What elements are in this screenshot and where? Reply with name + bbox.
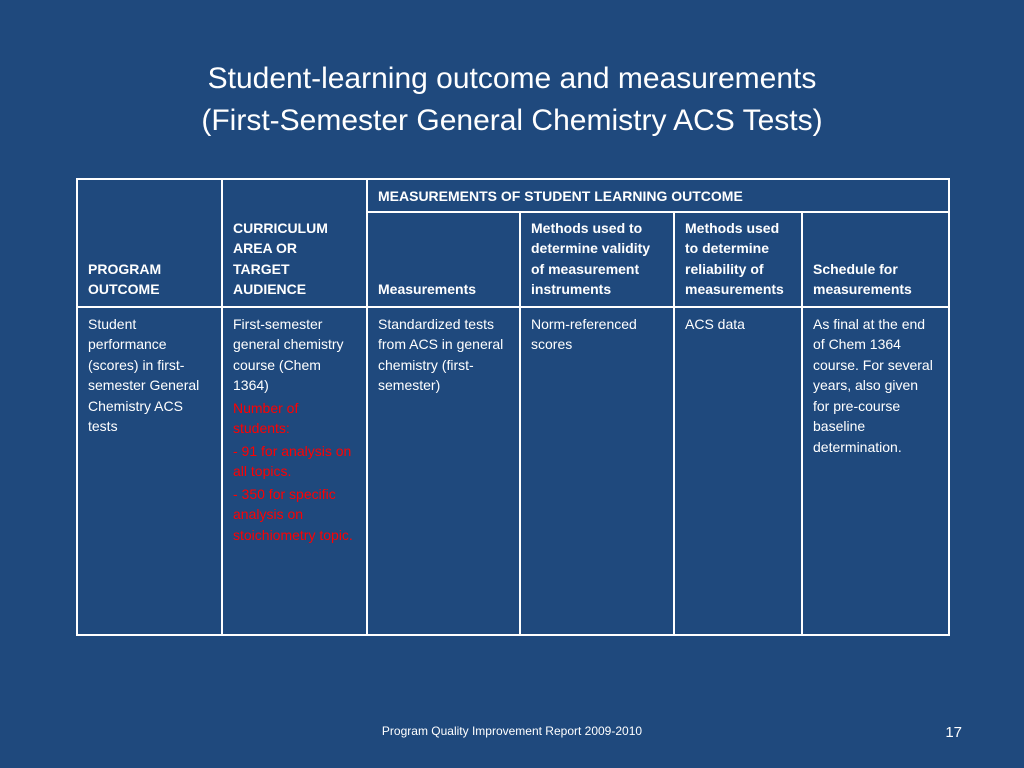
cell-curriculum-area: [222, 307, 367, 636]
header-measurements: Measurements: [367, 212, 520, 307]
slide-footer: Program Quality Improvement Report 2009-2010: [381, 724, 643, 738]
cell-program-outcome: Student performance (scores) in first-semester General Chemistry ACS tests: [77, 307, 222, 636]
header-schedule: Schedule for measurements: [802, 212, 949, 307]
table-row: [77, 307, 949, 636]
student-count-label: Number of students:: [233, 399, 299, 436]
cell-schedule: As final at the end of Chem 1364 course. For several years, also given for pre-course baseline determination.: [802, 307, 949, 636]
student-count-item-1: - 91 for analysis on all topics.: [233, 442, 352, 479]
cell-measurements: Standardized tests from ACS in general chemistry (first-semester): [367, 307, 520, 636]
slide-title: [0, 58, 1024, 142]
slide-title-line-1: Student-learning outcome and measurements: [207, 62, 817, 95]
table-header-row-1: [77, 179, 949, 212]
header-validity-methods: Methods used to determine validity of measurement instruments: [520, 212, 674, 307]
slide-title-line-2: (First-Semester General Chemistry ACS Tests): [201, 104, 823, 137]
header-program-outcome: PROGRAM OUTCOME: [77, 179, 222, 307]
header-curriculum-area: CURRICULUM AREA OR TARGET AUDIENCE: [222, 179, 367, 307]
header-measurements-group: MEASUREMENTS OF STUDENT LEARNING OUTCOME: [367, 179, 949, 212]
student-count-item-2: - 350 for specific analysis on stoichiometry topic.: [233, 485, 353, 543]
curriculum-text: First-semester general chemistry course (Chem 1364): [233, 315, 344, 393]
header-reliability-methods: Methods used to determine reliability of measurements: [674, 212, 802, 307]
cell-reliability-methods: ACS data: [674, 307, 802, 636]
cell-validity-methods: Norm-referenced scores: [520, 307, 674, 636]
outcome-table: [76, 178, 950, 636]
page-number: 17: [945, 724, 962, 741]
student-count-note: [233, 398, 356, 546]
